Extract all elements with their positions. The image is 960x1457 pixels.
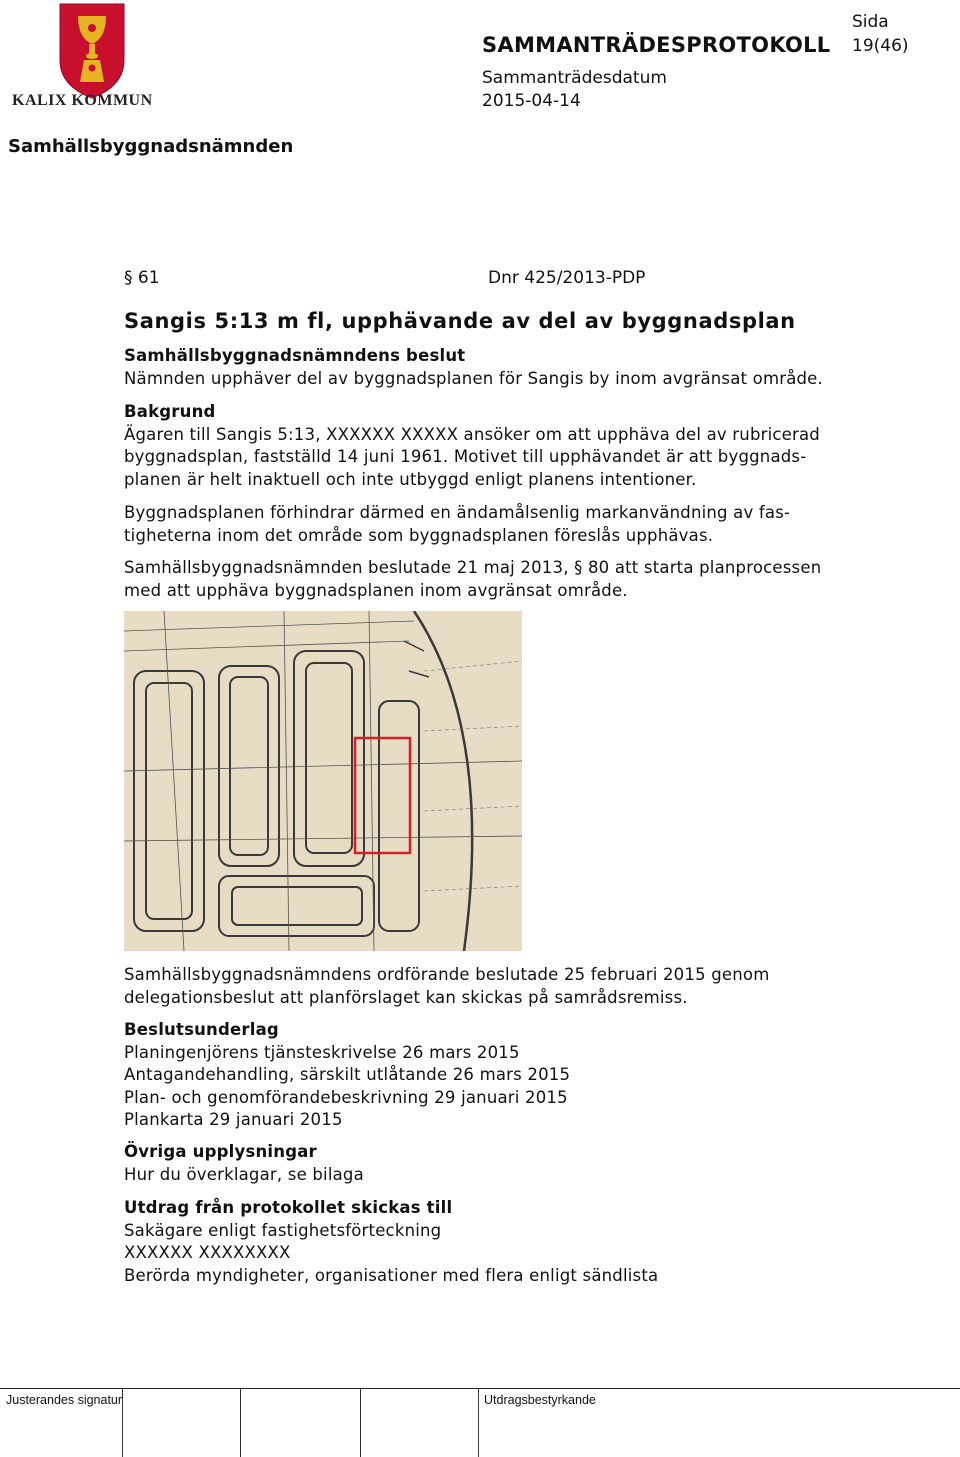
background-heading: Bakgrund bbox=[124, 402, 216, 421]
background-line: byggnadsplan, fastställd 14 juni 1961. Motivet till upphävandet är att byggnads- bbox=[124, 447, 807, 466]
diary-number: Dnr 425/2013-PDP bbox=[488, 268, 646, 288]
decision-basis-item: Plankarta 29 januari 2015 bbox=[124, 1110, 343, 1129]
chair-decision-line: delegationsbeslut att planförslaget kan skickas på samrådsremiss. bbox=[124, 987, 688, 1007]
other-info-block bbox=[124, 1141, 904, 1186]
distribution-block bbox=[124, 1197, 904, 1287]
decision-text: Nämnden upphäver del av byggnadsplanen för Sangis by inom avgränsat område. bbox=[124, 368, 823, 388]
decision-basis-item: Planingenjörens tjänsteskrivelse 26 mars 2015 bbox=[124, 1042, 520, 1062]
meeting-date-label: Sammanträdesdatum bbox=[482, 68, 667, 88]
justerandes-signatur-label: Justerandes signatur bbox=[6, 1393, 123, 1407]
decision-basis-item: Plan- och genomförandebeskrivning 29 januari 2015 bbox=[124, 1087, 568, 1107]
other-info-text: Hur du överklagar, se bilaga bbox=[124, 1164, 364, 1184]
decision-basis-heading: Beslutsunderlag bbox=[124, 1020, 279, 1039]
distribution-item: XXXXXX XXXXXXXX bbox=[124, 1243, 291, 1262]
chair-decision-paragraph bbox=[124, 964, 904, 1009]
other-info-heading: Övriga upplysningar bbox=[124, 1142, 317, 1161]
signature-footer bbox=[0, 1388, 960, 1457]
paragraph-number: § 61 bbox=[124, 268, 160, 288]
background-line: Byggnadsplanen förhindrar därmed en ändamålsenlig markanvändning av fas- bbox=[124, 503, 791, 522]
signature-divider bbox=[360, 1389, 361, 1457]
meeting-date: 2015-04-14 bbox=[482, 91, 581, 111]
background-line: tigheterna inom det område som byggnadsplanen föreslås upphävas. bbox=[124, 525, 714, 545]
plan-map-image bbox=[124, 611, 522, 951]
decision-basis-block bbox=[124, 1019, 904, 1132]
decision-heading: Samhällsbyggnadsnämndens beslut bbox=[124, 346, 466, 365]
background-paragraph-2 bbox=[124, 502, 904, 547]
distribution-heading: Utdrag från protokollet skickas till bbox=[124, 1198, 453, 1217]
background-line: med att upphäva byggnadsplanen inom avgränsat område. bbox=[124, 580, 628, 600]
signature-divider bbox=[122, 1389, 123, 1457]
page-number: 19(46) bbox=[852, 36, 909, 56]
utdragsbestyrkande-label: Utdragsbestyrkande bbox=[484, 1393, 596, 1407]
signature-divider bbox=[240, 1389, 241, 1457]
background-line: Ägaren till Sangis 5:13, XXXXXX XXXXX ansöker om att upphäva del av rubricerad bbox=[124, 424, 820, 444]
background-line: planen är helt inaktuell och inte utbyggd enligt planens intentioner. bbox=[124, 469, 697, 489]
page-label: Sida bbox=[852, 12, 889, 32]
decision-basis-item: Antagandehandling, särskilt utlåtande 26 mars 2015 bbox=[124, 1065, 571, 1084]
logo-text: KALIX KOMMUN bbox=[12, 92, 153, 109]
document-type: SAMMANTRÄDESPROTOKOLL bbox=[482, 33, 831, 57]
distribution-item: Berörda myndigheter, organisationer med flera enligt sändlista bbox=[124, 1265, 659, 1285]
committee-name: Samhällsbyggnadsnämnden bbox=[8, 136, 294, 157]
background-paragraph-3 bbox=[124, 557, 904, 602]
background-block bbox=[124, 401, 904, 491]
distribution-item: Sakägare enligt fastighetsförteckning bbox=[124, 1220, 442, 1240]
section-title: Sangis 5:13 m fl, upphävande av del av byggnadsplan bbox=[124, 309, 796, 333]
signature-divider bbox=[478, 1389, 479, 1457]
decision-block bbox=[124, 345, 904, 390]
background-line: Samhällsbyggnadsnämnden beslutade 21 maj 2013, § 80 att starta planprocessen bbox=[124, 558, 822, 577]
chair-decision-line: Samhällsbyggnadsnämndens ordförande beslutade 25 februari 2015 genom bbox=[124, 965, 770, 984]
